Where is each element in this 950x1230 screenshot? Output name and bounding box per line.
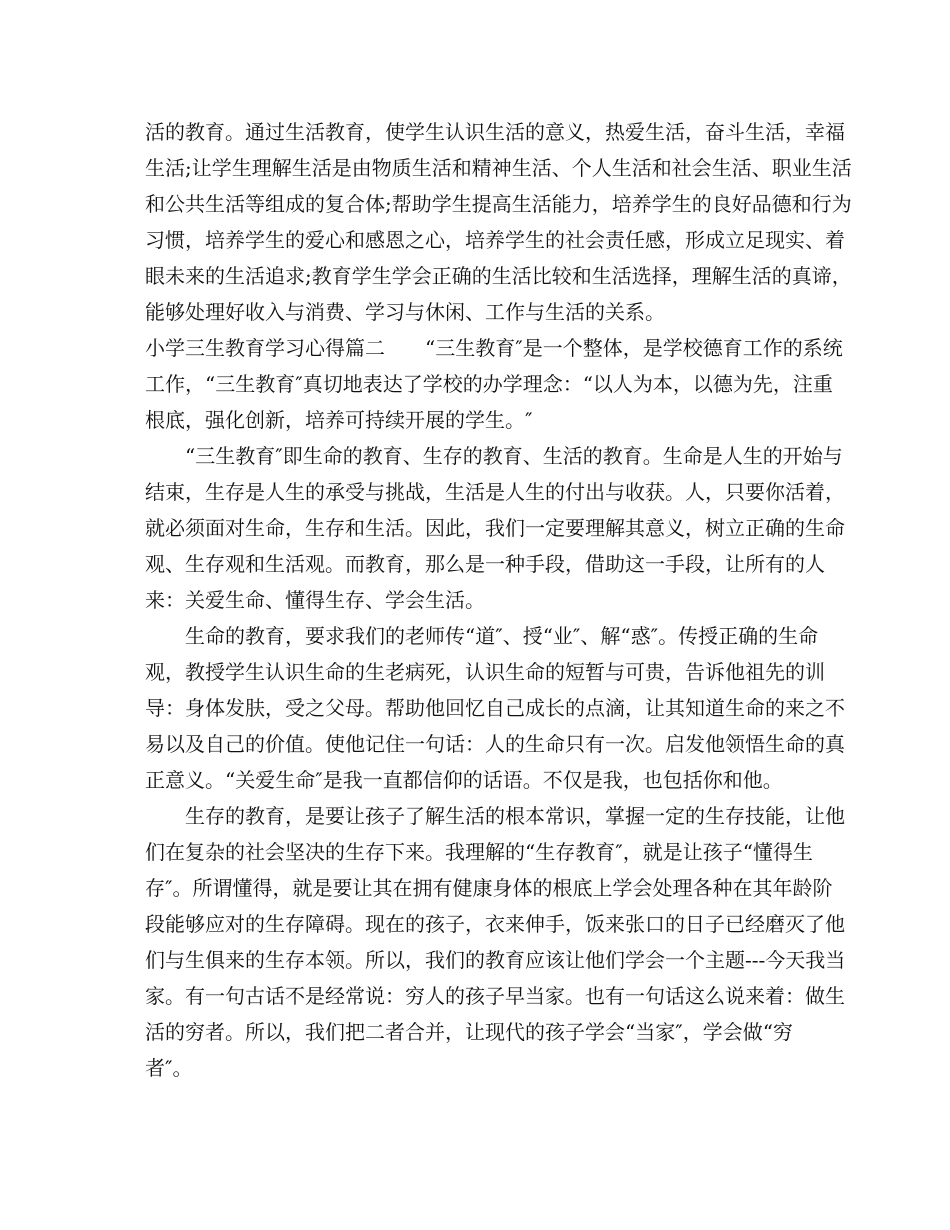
text-line: 家。有一句古话不是经常说：穷人的孩子早当家。也有一句话这么说来着：做生 [145,984,845,1008]
text-line: 习惯，培养学生的爱心和感恩之心，培养学生的社会责任感，形成立足现实、着 [145,228,845,252]
text-line: 能够处理好收入与消费、学习与休闲、工作与生活的关系。 [145,300,665,324]
text-line: 工作，“三生教育″真切地表达了学校的办学理念：“以人为本，以德为先，注重 [145,372,833,396]
text-line: 小学三生教育学习心得篇二 “三生教育″是一个整体，是学校德育工作的系统 [145,336,843,360]
text-line: 们与生俱来的生存本领。所以，我们的教育应该让他们学会一个主题---今天我当 [145,948,846,972]
text-line: 根底，强化创新，培养可持续开展的学生。″ [145,408,533,432]
text-line: 结束，生存是人生的承受与挑战，生活是人生的付出与收获。人，只要你活着， [145,480,845,504]
text-line: 生活;让学生理解生活是由物质生活和精神生活、个人生活和社会生活、职业生活 [145,156,852,180]
text-line: “三生教育″即生命的教育、生存的教育、生活的教育。生命是人生的开始与 [145,444,843,468]
text-line: 活的教育。通过生活教育，使学生认识生活的意义，热爱生活，奋斗生活，幸福 [145,120,845,144]
text-line: 们在复杂的社会坚决的生存下来。我理解的“生存教育″，就是让孩子“懂得生 [145,840,813,864]
text-line: 生命的教育，要求我们的老师传“道″、授“业″、解“惑″。传授正确的生命 [145,624,819,648]
text-line: 者″。 [145,1056,193,1080]
text-line: 眼未来的生活追求;教育学生学会正确的生活比较和生活选择，理解生活的真谛， [145,264,852,288]
text-line: 易以及自己的价值。使他记住一句话：人的生命只有一次。启发他领悟生命的真 [145,732,845,756]
text-line: 和公共生活等组成的复合体;帮助学生提高生活能力，培养学生的良好品德和行为 [145,192,852,216]
text-line: 生存的教育，是要让孩子了解生活的根本常识，掌握一定的生存技能，让他 [145,804,845,828]
text-line: 正意义。“关爱生命″是我一直都信仰的话语。不仅是我，也包括你和他。 [145,768,783,792]
text-line: 来：关爱生命、懂得生存、学会生活。 [145,588,485,612]
text-line: 存″。所谓懂得，就是要让其在拥有健康身体的根底上学会处理各种在其年龄阶 [145,876,833,900]
text-line: 就必须面对生命，生存和生活。因此，我们一定要理解其意义，树立正确的生命 [145,516,845,540]
text-line: 段能够应对的生存障碍。现在的孩子，衣来伸手，饭来张口的日子已经磨灭了他 [145,912,845,936]
text-line: 活的穷者。所以，我们把二者合并，让现代的孩子学会“当家″，学会做“穷 [145,1020,793,1044]
text-line: 导：身体发肤，受之父母。帮助他回忆自己成长的点滴，让其知道生命的来之不 [145,696,845,720]
text-line: 观、生存观和生活观。而教育，那么是一种手段，借助这一手段，让所有的人 [145,552,825,576]
text-line: 观，教授学生认识生命的生老病死，认识生命的短暂与可贵，告诉他祖先的训 [145,660,825,684]
